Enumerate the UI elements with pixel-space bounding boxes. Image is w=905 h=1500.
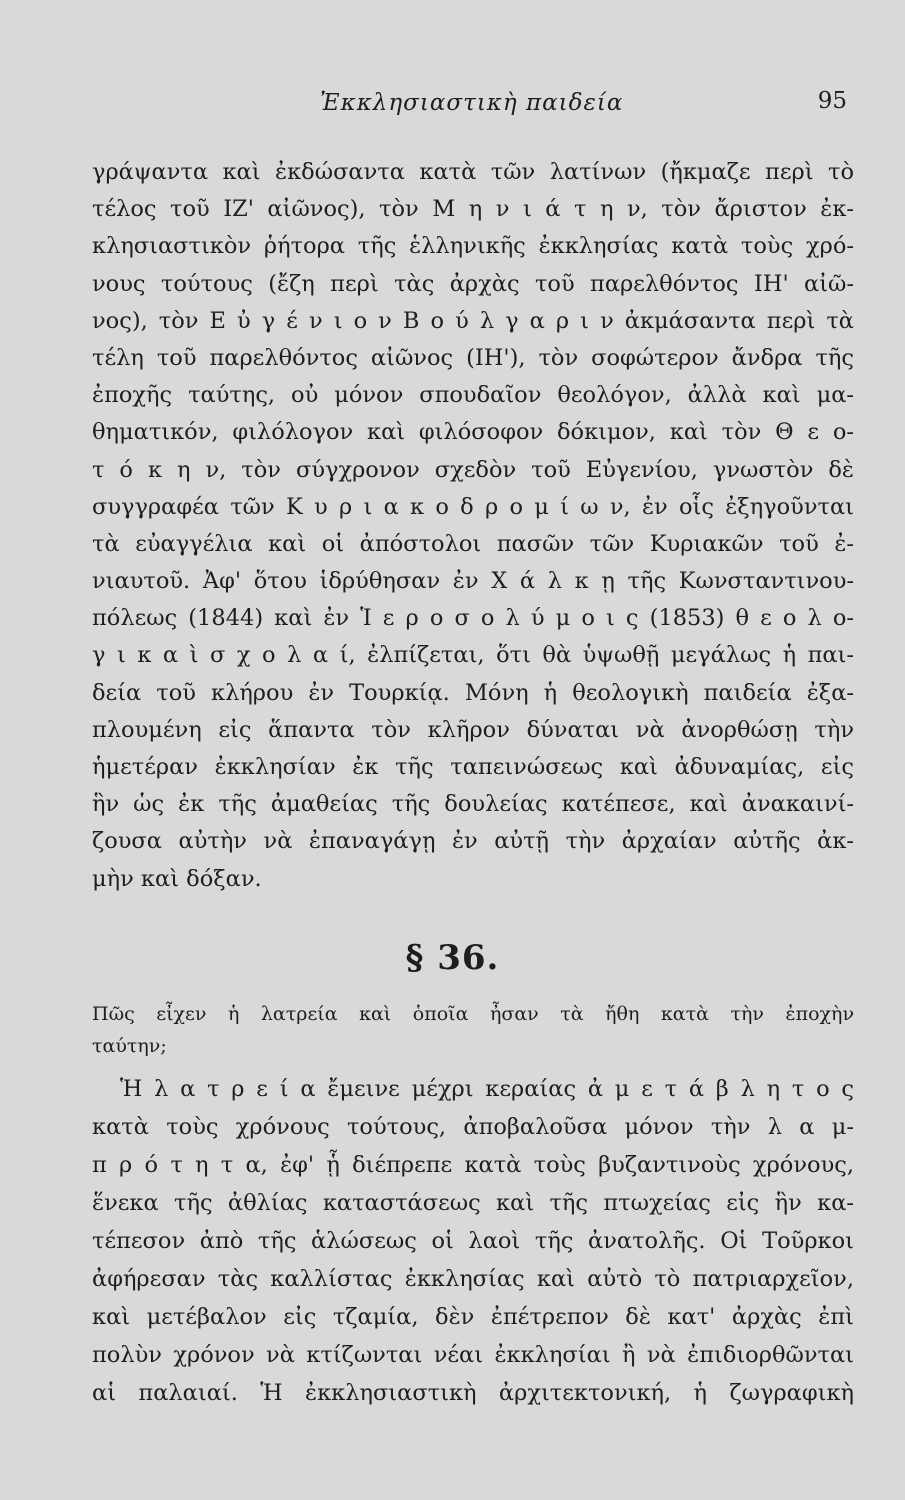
text-line: ἣν ὡς ἐκ τῆς ἀμαθείας τῆς δουλείας κατέπεσε, καὶ ἀνακαινί- [92,791,854,818]
summary-line: ταύτην; [92,1035,167,1057]
text-line: πολὺν χρόνον νὰ κτίζωνται νέαι ἐκκλησίαι ἢ νὰ ἐπιδιορθῶνται [92,1342,854,1368]
text-line: κατὰ τοὺς χρόνους τούτους, ἀποβαλοῦσα μόνον τὴν λ α μ- [92,1114,854,1140]
section-summary [92,998,854,1062]
text-line: τ ό κ η ν, τὸν σύγχρονον σχεδὸν τοῦ Εὐγενίου, γνωστὸν δὲ [92,456,854,483]
text-line: θηματικόν, φιλόλογον καὶ φιλόσοφον δόκιμον, καὶ τὸν Θ ε ο- [92,419,854,446]
text-line: ζουσα αὐτὴν νὰ ἐπαναγάγῃ ἐν αὐτῇ τὴν ἀρχαίαν αὐτῆς ἀκ- [92,828,854,855]
page-header [0,88,905,122]
text-line: Ἡ λ α τ ρ ε ί α ἔμεινε μέχρι κεραίας ἀ μ ε τ ά β λ η τ ο ς [120,1076,854,1102]
text-line: τέπεσον ἀπὸ τῆς ἁλώσεως οἱ λαοὶ τῆς ἀνατολῆς. Οἱ Τοῦρκοι [92,1228,854,1254]
page-number: 95 [817,88,847,114]
text-line: πόλεως (1844) καὶ ἐν Ἱ ε ρ ο σ ο λ ύ μ ο ι ς (1853) θ ε ο λ ο- [92,605,854,632]
section-heading: § 36. [405,938,500,978]
paragraph-1 [92,154,854,898]
text-line: αἱ παλαιαί. Ἡ ἐκκλησιαστικὴ ἀρχιτεκτονική, ἡ ζωγραφικὴ [92,1380,854,1406]
text-line: π ρ ό τ η τ α, ἐφ' ᾗ διέπρεπε κατὰ τοὺς βυζαντινοὺς χρόνους, [92,1152,854,1178]
summary-line: Πῶς εἶχεν ἡ λατρεία καὶ ὁποῖα ἦσαν τὰ ἤθη κατὰ τὴν ἐποχὴν [92,1003,854,1025]
running-title: Ἐκκλησιαστικὴ παιδεία [320,90,624,116]
text-line: ἕνεκα τῆς ἀθλίας καταστάσεως καὶ τῆς πτωχείας εἰς ἣν κα- [92,1190,854,1216]
text-line: κλησιαστικὸν ῥήτορα τῆς ἑλληνικῆς ἐκκλησίας κατὰ τοὺς χρό- [92,233,854,260]
text-line: συγγραφέα τῶν Κ υ ρ ι α κ ο δ ρ ο μ ί ω ν, ἐν οἷς ἐξηγοῦνται [92,493,854,520]
text-line: νους τούτους (ἔζη περὶ τὰς ἀρχὰς τοῦ παρελθόντος ΙΗ' αἰῶ- [92,270,854,297]
text-line: γράψαντα καὶ ἐκδώσαντα κατὰ τῶν λατίνων (ἤκμαζε περὶ τὸ [92,159,854,185]
text-line: ἐποχῆς ταύτης, οὐ μόνον σπουδαῖον θεολόγον, ἀλλὰ καὶ μα- [92,382,854,409]
text-line: καὶ μετέβαλον εἰς τζαμία, δὲν ἐπέτρεπον δὲ κατ' ἀρχὰς ἐπὶ [92,1304,854,1330]
text-line: γ ι κ α ὶ σ χ ο λ α ί, ἐλπίζεται, ὅτι θὰ ὑψωθῇ μεγάλως ἡ παι- [92,642,854,669]
text-line: πλουμένη εἰς ἅπαντα τὸν κλῆρον δύναται νὰ ἀνορθώσῃ τὴν [92,716,854,743]
text-line: τὰ εὐαγγέλια καὶ οἱ ἀπόστολοι πασῶν τῶν Κυριακῶν τοῦ ἐ- [92,530,854,557]
text-line: τέλος τοῦ ΙΖ' αἰῶνος), τὸν Μ η ν ι ά τ η ν, τὸν ἄριστον ἐκ- [92,196,854,223]
text-line: νιαυτοῦ. Ἀφ' ὅτου ἱδρύθησαν ἐν Χ ά λ κ ῃ τῆς Κωνσταντινου- [92,568,854,595]
text-line: μὴν καὶ δόξαν. [92,865,262,892]
text-line: δεία τοῦ κλήρου ἐν Τουρκίᾳ. Μόνη ἡ θεολογικὴ παιδεία ἐξα- [92,679,854,706]
text-line: ἡμετέραν ἐκκλησίαν ἐκ τῆς ταπεινώσεως καὶ ἀδυναμίας, εἰς [92,754,854,780]
text-line: νος), τὸν Ε ὐ γ έ ν ι ο ν Β ο ύ λ γ α ρ ι ν ἀκμάσαντα περὶ τὰ [92,307,854,334]
text-line: ἀφήρεσαν τὰς καλλίστας ἐκκλησίας καὶ αὐτὸ τὸ πατριαρχεῖον, [92,1266,854,1292]
paragraph-2 [92,1070,854,1412]
text-line: τέλη τοῦ παρελθόντος αἰῶνος (ΙΗ'), τὸν σοφώτερον ἄνδρα τῆς [92,344,854,371]
